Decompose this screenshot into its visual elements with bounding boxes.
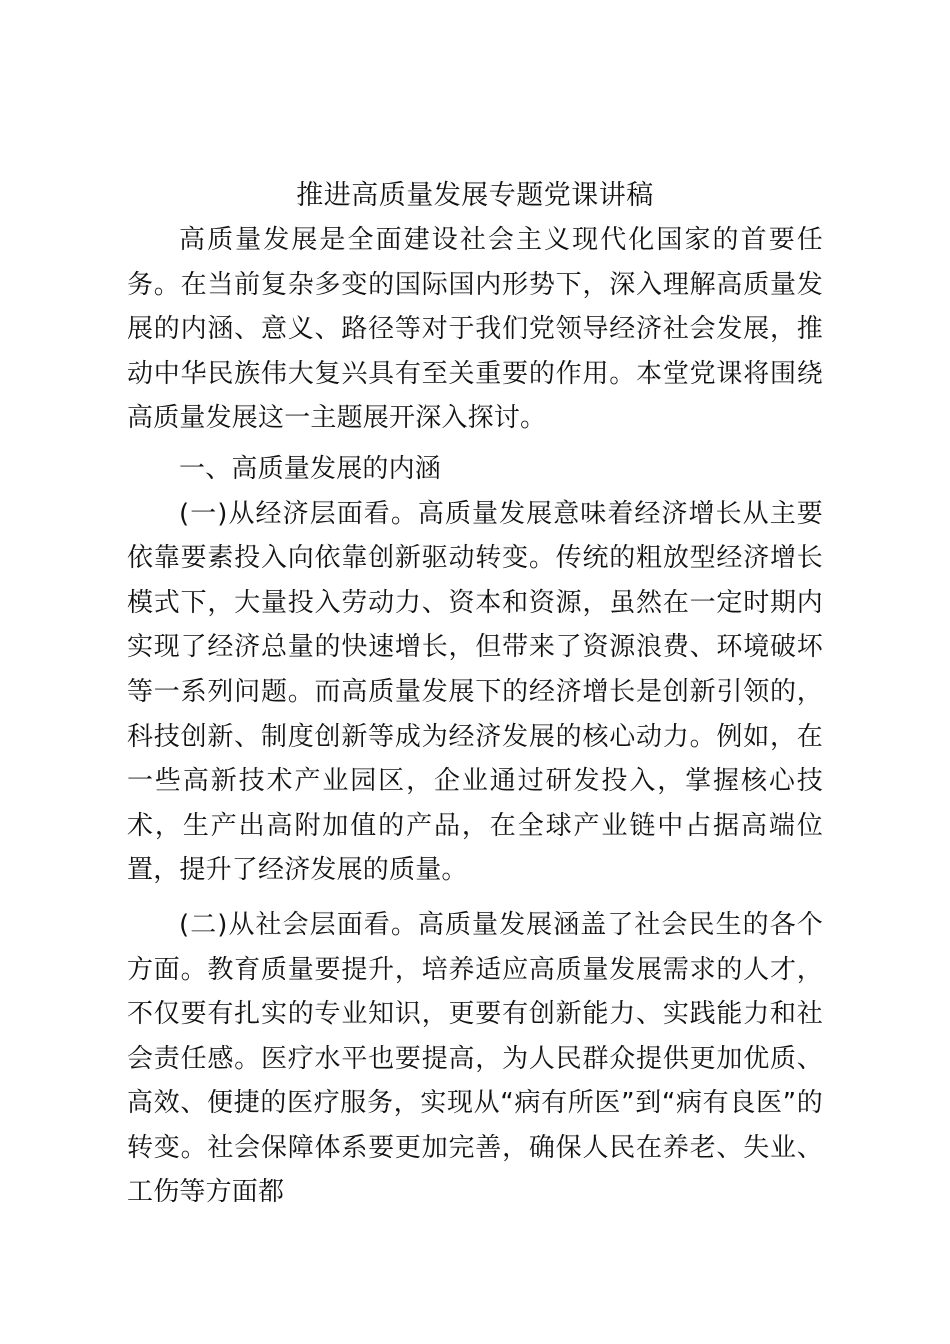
- document-title: 推进高质量发展专题党课讲稿: [296, 180, 654, 211]
- economic-paragraph: (一)从经济层面看。高质量发展意味着经济增长从主要依靠要素投入向依靠创新驱动转变。传统的粗放型经济增长模式下，大量投入劳动力、资本和资源，虽然在一定时期内实现了经济总量的快速增长，但带来了资源浪费、环境破坏等一系列问题。而高质量发展下的经济增长是创新引领的，科技创新、制度创新等成为经济发展的核心动力。例如，在一些高新技术产业园区，企业通过研发投入，掌握核心技术，生产出高附加值的产品，在全球产业链中占据高端位置，提升了经济发展的质量。: [127, 498, 823, 886]
- intro-paragraph: 高质量发展是全面建设社会主义现代化国家的首要任务。在当前复杂多变的国际国内形势下，深入理解高质量发展的内涵、意义、路径等对于我们党领导经济社会发展，推动中华民族伟大复兴具有至关重要的作用。本堂党课将围绕高质量发展这一主题展开深入探讨。: [127, 225, 823, 434]
- social-paragraph: (二)从社会层面看。高质量发展涵盖了社会民生的各个方面。教育质量要提升，培养适应高质量发展需求的人才，不仅要有扎实的专业知识，更要有创新能力、实践能力和社会责任感。医疗水平也要提高，为人民群众提供更加优质、高效、便捷的医疗服务，实现从“病有所医”到“病有良医”的转变。社会保障体系要更加完善，确保人民在养老、失业、工伤等方面都: [127, 909, 823, 1208]
- section-heading: 一、高质量发展的内涵: [179, 453, 442, 484]
- document-body: [127, 218, 823, 1215]
